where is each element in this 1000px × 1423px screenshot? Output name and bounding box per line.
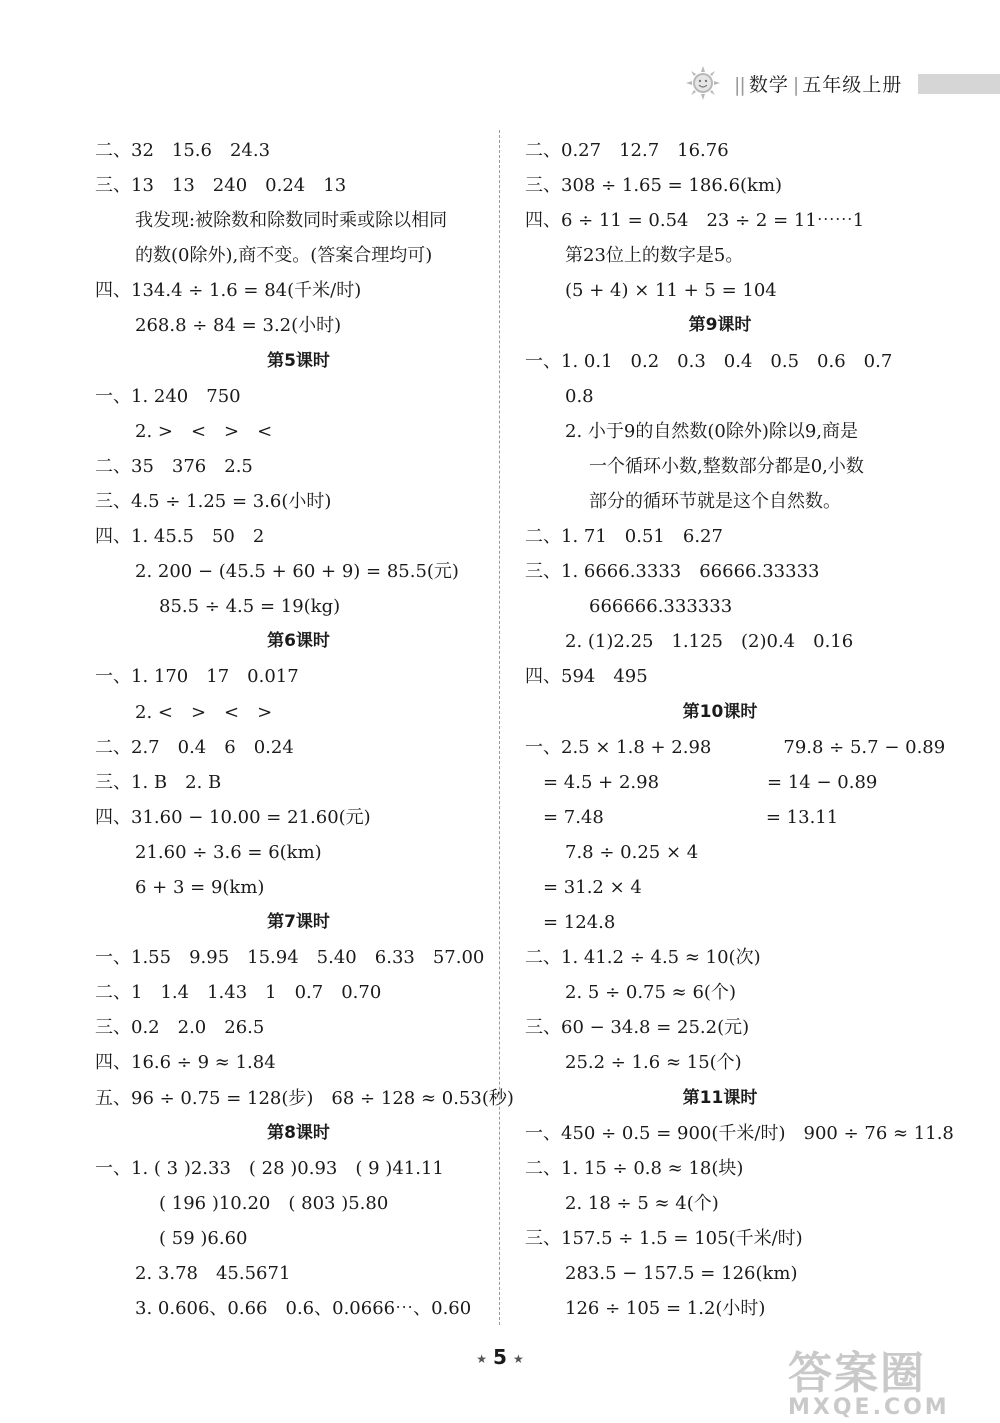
answer-line: 一个循环小数,整数部分都是0,小数 bbox=[589, 455, 864, 477]
answer-line: 第23位上的数字是5。 bbox=[565, 245, 744, 267]
answer-line: 85.5 ÷ 4.5 = 19(kg) bbox=[159, 596, 341, 618]
answer-line: ( 59 )6.60 bbox=[159, 1227, 248, 1249]
answer-line: 四、31.60 − 10.00 = 21.60(元) bbox=[95, 806, 371, 828]
answer-line: 6 + 3 = 9(km) bbox=[135, 876, 265, 898]
answer-line: 2. 200 − (45.5 + 60 + 9) = 85.5(元) bbox=[135, 561, 459, 583]
answer-line: 126 ÷ 105 = 1.2(小时) bbox=[565, 1298, 766, 1320]
answer-line: = 124.8 bbox=[543, 912, 616, 934]
answer-line: 一、2.5 × 1.8 + 2.98 79.8 ÷ 5.7 − 0.89 bbox=[525, 736, 946, 758]
right-column bbox=[525, 133, 954, 1326]
answer-line: 一、1. ( 3 )2.33 ( 28 )0.93 ( 9 )41.11 bbox=[95, 1157, 444, 1179]
answer-line: 25.2 ÷ 1.6 ≈ 15(个) bbox=[565, 1052, 742, 1074]
star-icon: ★ bbox=[476, 1351, 488, 1366]
answer-line: 一、1. 240 750 bbox=[95, 385, 241, 407]
answer-line: 三、60 − 34.8 = 25.2(元) bbox=[525, 1017, 750, 1039]
answer-line: 2. < > < > bbox=[135, 701, 273, 723]
answer-line: 二、0.27 12.7 16.76 bbox=[525, 140, 729, 161]
answer-line: 四、1. 45.5 50 2 bbox=[95, 526, 265, 548]
answer-line: 四、16.6 ÷ 9 ≈ 1.84 bbox=[95, 1052, 276, 1074]
answer-line: 三、308 ÷ 1.65 = 186.6(km) bbox=[525, 175, 783, 197]
answer-line: 2. > < > < bbox=[135, 420, 273, 442]
answer-line: 2. 小于9的自然数(0除外)除以9,商是 bbox=[565, 420, 859, 442]
section-heading: 第6课时 bbox=[267, 631, 330, 652]
answer-line: 3. 0.606、0.66 0.6、0.0666⋯、0.60 bbox=[135, 1298, 472, 1320]
answer-line: 2. 5 ÷ 0.75 ≈ 6(个) bbox=[565, 982, 736, 1004]
answer-line: 二、1. 71 0.51 6.27 bbox=[525, 526, 723, 548]
answer-line: 二、35 376 2.5 bbox=[95, 455, 253, 477]
answer-line: 一、450 ÷ 0.5 = 900(千米/时) 900 ÷ 76 ≈ 11.8 bbox=[525, 1122, 954, 1144]
answer-line: 三、4.5 ÷ 1.25 = 3.6(小时) bbox=[95, 490, 332, 512]
answer-line: 二、32 15.6 24.3 bbox=[95, 140, 271, 161]
answer-line: 五、96 ÷ 0.75 = 128(步) 68 ÷ 128 ≈ 0.53(秒) bbox=[95, 1087, 514, 1109]
answer-line: 三、13 13 240 0.24 13 bbox=[95, 175, 347, 197]
answer-line: 一、1. 0.1 0.2 0.3 0.4 0.5 0.6 0.7 bbox=[525, 350, 893, 372]
header-grade: 五年级上册 bbox=[802, 74, 903, 96]
answer-line: 666666.333333 bbox=[589, 596, 733, 618]
star-icon: ★ bbox=[512, 1351, 524, 1366]
section-heading: 第7课时 bbox=[267, 912, 330, 933]
section-heading: 第11课时 bbox=[682, 1087, 758, 1108]
page-number: 5 bbox=[493, 1345, 507, 1369]
answer-line: 四、594 495 bbox=[525, 666, 648, 688]
answer-line: 一、1.55 9.95 15.94 5.40 6.33 57.00 bbox=[95, 947, 485, 969]
watermark-logo: 答案圈 MXQE.COM bbox=[788, 1348, 950, 1420]
section-heading: 第10课时 bbox=[682, 701, 758, 722]
answer-line: 二、1. 41.2 ÷ 4.5 ≈ 10(次) bbox=[525, 947, 761, 969]
sun-icon bbox=[686, 66, 720, 100]
section-heading: 第5课时 bbox=[267, 350, 330, 371]
page-header bbox=[686, 62, 1000, 104]
answer-line: 四、134.4 ÷ 1.6 = 84(千米/时) bbox=[95, 280, 362, 302]
answer-line: 我发现:被除数和除数同时乘或除以相同 bbox=[135, 210, 448, 232]
answer-line: ( 196 )10.20 ( 803 )5.80 bbox=[159, 1192, 389, 1214]
answer-line: 三、157.5 ÷ 1.5 = 105(千米/时) bbox=[525, 1227, 803, 1249]
answer-line: 21.60 ÷ 3.6 = 6(km) bbox=[135, 841, 322, 863]
answer-line: = 4.5 + 2.98 = 14 − 0.89 bbox=[543, 771, 878, 793]
header-subject: 数学 bbox=[748, 74, 789, 96]
answer-line: 三、1. B 2. B bbox=[95, 771, 222, 793]
answer-line: = 31.2 × 4 bbox=[543, 876, 642, 898]
answer-line: 二、1 1.4 1.43 1 0.7 0.70 bbox=[95, 982, 382, 1004]
left-column bbox=[95, 133, 514, 1326]
answer-line: 268.8 ÷ 84 = 3.2(小时) bbox=[135, 315, 342, 337]
column-divider bbox=[499, 130, 500, 1325]
answer-line: 四、6 ÷ 11 = 0.54 23 ÷ 2 = 11⋯⋯1 bbox=[525, 210, 865, 232]
answer-line: 2. 3.78 45.5671 bbox=[135, 1263, 291, 1284]
header-bar bbox=[918, 74, 1000, 94]
answer-line: 283.5 − 157.5 = 126(km) bbox=[565, 1263, 798, 1284]
answer-line: 2. 18 ÷ 5 ≈ 4(个) bbox=[565, 1192, 719, 1214]
answer-line: 三、0.2 2.0 26.5 bbox=[95, 1017, 265, 1039]
answer-line: 7.8 ÷ 0.25 × 4 bbox=[565, 841, 699, 863]
answer-line: 二、2.7 0.4 6 0.24 bbox=[95, 736, 294, 758]
answer-line: 一、1. 170 17 0.017 bbox=[95, 666, 299, 688]
answer-line: (5 + 4) × 11 + 5 = 104 bbox=[565, 280, 777, 302]
answer-line: 二、1. 15 ÷ 0.8 ≈ 18(块) bbox=[525, 1157, 744, 1179]
section-heading: 第8课时 bbox=[267, 1122, 330, 1143]
answer-line: 0.8 bbox=[565, 385, 594, 407]
answer-line: 三、1. 6666.3333 66666.33333 bbox=[525, 561, 820, 583]
section-heading: 第9课时 bbox=[688, 315, 752, 336]
answer-line: 部分的循环节就是这个自然数。 bbox=[589, 490, 841, 512]
answer-line: 2. (1)2.25 1.125 (2)0.4 0.16 bbox=[565, 631, 854, 653]
answer-line: 的数(0除外),商不变。(答案合理均可) bbox=[135, 245, 433, 267]
header-title: || 数学 | 五年级上册 bbox=[734, 74, 903, 96]
answer-line: = 7.48 = 13.11 bbox=[543, 806, 839, 828]
